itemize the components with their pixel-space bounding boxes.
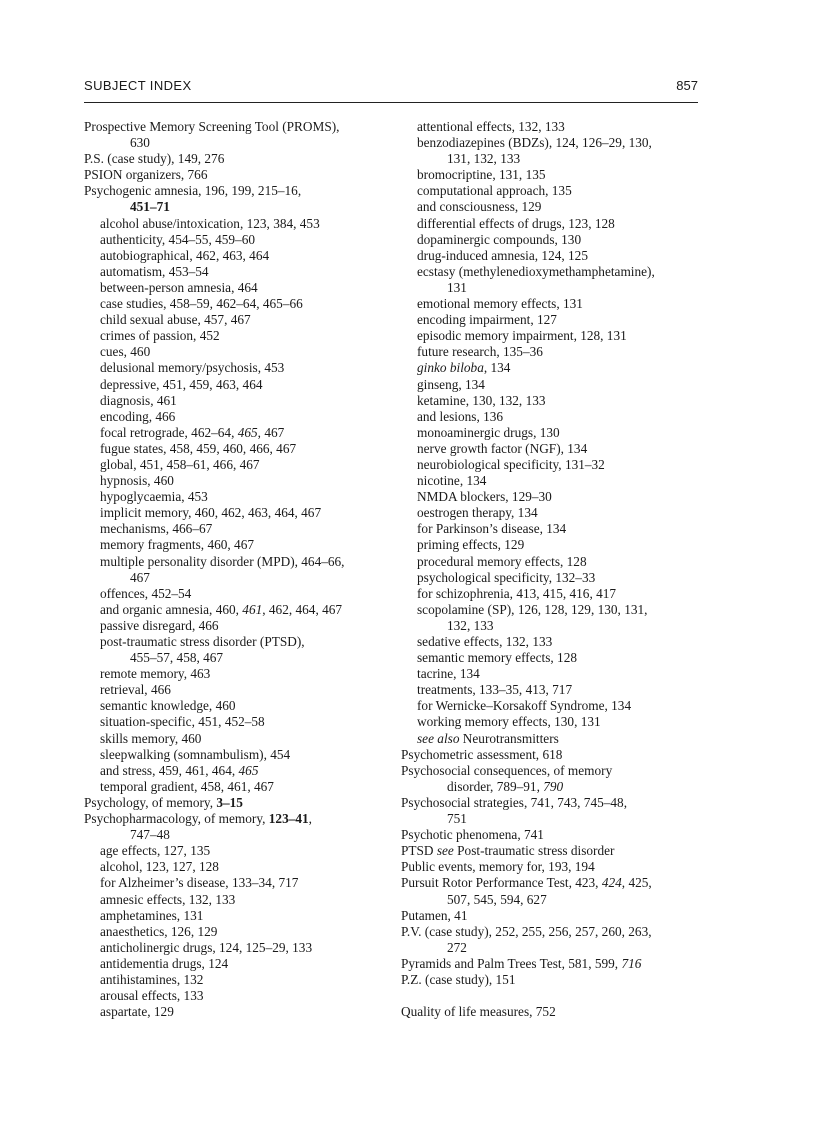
index-subentry: future research, 135–36	[417, 344, 543, 360]
index-subentry: benzodiazepines (BDZs), 124, 126–29, 130,	[417, 135, 652, 151]
index-entry: P.Z. (case study), 151	[401, 971, 516, 987]
index-subentry: drug-induced amnesia, 124, 125	[417, 247, 588, 263]
index-entry-continuation: 451–71	[130, 199, 170, 215]
running-header	[84, 78, 698, 103]
index-subentry: delusional memory/psychosis, 453	[100, 360, 285, 376]
index-subentry: episodic memory impairment, 128, 131	[417, 328, 627, 344]
index-subentry: procedural memory effects, 128	[417, 553, 587, 569]
index-subentry: semantic memory effects, 128	[417, 650, 578, 666]
index-entry-continuation: disorder, 789–91, 790	[447, 778, 564, 794]
index-entry: Psychotic phenomena, 741	[401, 827, 544, 843]
index-subentry: global, 451, 458–61, 466, 467	[100, 456, 260, 472]
index-entry: Psychopharmacology, of memory, 123–41,	[84, 811, 312, 827]
index-subentry: memory fragments, 460, 467	[100, 537, 254, 553]
index-entry-continuation: 751	[447, 811, 467, 827]
index-subentry: crimes of passion, 452	[100, 328, 220, 344]
index-subentry: automatism, 453–54	[100, 263, 209, 279]
index-subentry: remote memory, 463	[100, 666, 211, 682]
index-subentry: alcohol abuse/intoxication, 123, 384, 453	[100, 215, 320, 231]
index-subentry: between-person amnesia, 464	[100, 279, 258, 295]
index-entry: Prospective Memory Screening Tool (PROMS),	[84, 119, 340, 134]
index-subentry: temporal gradient, 458, 461, 467	[100, 778, 274, 794]
page-number: 857	[676, 78, 698, 93]
index-subentry: priming effects, 129	[417, 537, 525, 553]
index-subentry: and consciousness, 129	[417, 199, 542, 215]
index-subentry: arousal effects, 133	[100, 988, 204, 1004]
index-entry-continuation: 747–48	[130, 827, 170, 843]
index-subentry: antihistamines, 132	[100, 971, 204, 987]
index-subentry: antidementia drugs, 124	[100, 955, 229, 971]
index-column-left	[84, 119, 389, 1020]
index-subentry: authenticity, 454–55, 459–60	[100, 231, 255, 247]
index-entry-continuation: 630	[130, 135, 150, 151]
index-subentry: encoding, 466	[100, 408, 176, 424]
index-entry-continuation: 131	[447, 279, 467, 295]
index-gap	[401, 988, 701, 1004]
index-subentry: situation-specific, 451, 452–58	[100, 714, 265, 730]
index-subentry: offences, 452–54	[100, 585, 192, 601]
index-subentry: case studies, 458–59, 462–64, 465–66	[100, 296, 303, 312]
index-subentry: oestrogen therapy, 134	[417, 505, 538, 521]
index-subentry: emotional memory effects, 131	[417, 296, 583, 312]
index-entry: Psychogenic amnesia, 196, 199, 215–16,	[84, 183, 302, 199]
index-subentry: sleepwalking (somnambulism), 454	[100, 746, 291, 762]
index-subentry: nerve growth factor (NGF), 134	[417, 440, 588, 456]
index-subentry: diagnosis, 461	[100, 392, 177, 408]
index-subentry: psychological specificity, 132–33	[417, 569, 596, 585]
index-subentry: depressive, 451, 459, 463, 464	[100, 376, 263, 392]
index-subentry: for Parkinson’s disease, 134	[417, 521, 567, 537]
index-subentry: implicit memory, 460, 462, 463, 464, 467	[100, 505, 322, 521]
index-subentry: alcohol, 123, 127, 128	[100, 859, 219, 875]
index-subentry: ginko biloba, 134	[417, 360, 511, 376]
index-entry: Pursuit Rotor Performance Test, 423, 424, 425,	[401, 875, 652, 891]
index-entry-continuation: 467	[130, 569, 150, 585]
index-entry: P.S. (case study), 149, 276	[84, 151, 225, 167]
index-subentry: post-traumatic stress disorder (PTSD),	[100, 634, 305, 649]
index-subentry: anaesthetics, 126, 129	[100, 923, 218, 939]
index-subentry: focal retrograde, 462–64, 465, 467	[100, 424, 285, 440]
index-subentry: computational approach, 135	[417, 183, 572, 199]
index-entry: PSION organizers, 766	[84, 167, 208, 183]
index-subentry: nicotine, 134	[417, 473, 487, 489]
index-entry: Psychosocial strategies, 741, 743, 745–48,	[401, 794, 628, 810]
index-subentry: bromocriptine, 131, 135	[417, 167, 546, 183]
index-subentry: and organic amnesia, 460, 461, 462, 464, 467	[100, 601, 343, 617]
index-subentry: ketamine, 130, 132, 133	[417, 392, 546, 408]
index-subentry: cues, 460	[100, 344, 151, 360]
index-entry: Psychology, of memory, 3–15	[84, 794, 243, 810]
index-subentry: child sexual abuse, 457, 467	[100, 312, 251, 328]
index-subentry: retrieval, 466	[100, 682, 171, 698]
index-entry-continuation: 132, 133	[447, 617, 494, 633]
index-subentry: passive disregard, 466	[100, 617, 219, 633]
index-subentry: autobiographical, 462, 463, 464	[100, 247, 270, 263]
index-subentry: ecstasy (methylenedioxymethamphetamine),	[417, 263, 655, 279]
index-subentry: hypnosis, 460	[100, 473, 174, 489]
index-subentry: age effects, 127, 135	[100, 843, 211, 859]
index-subentry: mechanisms, 466–67	[100, 521, 213, 537]
index-subentry: semantic knowledge, 460	[100, 698, 236, 714]
index-subentry: dopaminergic compounds, 130	[417, 231, 582, 247]
index-entry: PTSD see Post-traumatic stress disorder	[401, 843, 615, 859]
index-entry: Public events, memory for, 193, 194	[401, 859, 595, 875]
index-subentry: aspartate, 129	[100, 1004, 174, 1020]
index-subentry: amphetamines, 131	[100, 907, 204, 923]
index-subentry: encoding impairment, 127	[417, 312, 557, 328]
index-entry: P.V. (case study), 252, 255, 256, 257, 260, 263,	[401, 923, 652, 939]
index-subentry: differential effects of drugs, 123, 128	[417, 215, 615, 231]
index-subentry: tacrine, 134	[417, 666, 480, 682]
index-subentry: amnesic effects, 132, 133	[100, 891, 236, 907]
index-subentry: neurobiological specificity, 131–32	[417, 456, 605, 472]
index-entry-continuation: 507, 545, 594, 627	[447, 891, 547, 907]
index-subentry: for schizophrenia, 413, 415, 416, 417	[417, 585, 617, 601]
index-subentry: for Alzheimer’s disease, 133–34, 717	[100, 875, 299, 891]
index-entry: Pyramids and Palm Trees Test, 581, 599, 716	[401, 955, 642, 971]
index-subentry: multiple personality disorder (MPD), 464–66,	[100, 553, 345, 569]
index-subentry: fugue states, 458, 459, 460, 466, 467	[100, 440, 297, 456]
index-column-right	[401, 119, 701, 1020]
index-subentry: attentional effects, 132, 133	[417, 119, 565, 134]
index-subentry: anticholinergic drugs, 124, 125–29, 133	[100, 939, 313, 955]
index-subentry: see also Neurotransmitters	[417, 730, 559, 746]
index-entry-continuation: 455–57, 458, 467	[130, 650, 224, 666]
header-title: SUBJECT INDEX	[84, 78, 192, 93]
index-subentry: monoaminergic drugs, 130	[417, 424, 560, 440]
index-subentry: scopolamine (SP), 126, 128, 129, 130, 131,	[417, 601, 648, 617]
index-entry-continuation: 131, 132, 133	[447, 151, 521, 167]
index-entry: Putamen, 41	[401, 907, 468, 923]
index-subentry: skills memory, 460	[100, 730, 202, 746]
index-subentry: sedative effects, 132, 133	[417, 634, 553, 649]
index-subentry: working memory effects, 130, 131	[417, 714, 601, 730]
index-subentry: for Wernicke–Korsakoff Syndrome, 134	[417, 698, 632, 714]
index-subentry: treatments, 133–35, 413, 717	[417, 682, 573, 698]
index-entry: Psychometric assessment, 618	[401, 746, 563, 762]
index-subentry: hypoglycaemia, 453	[100, 489, 208, 505]
index-subentry: ginseng, 134	[417, 376, 485, 392]
index-entry-continuation: 272	[447, 939, 467, 955]
index-entry: Quality of life measures, 752	[401, 1004, 556, 1020]
index-subentry: and lesions, 136	[417, 408, 504, 424]
index-entry: Psychosocial consequences, of memory	[401, 762, 613, 778]
index-subentry: and stress, 459, 461, 464, 465	[100, 762, 259, 778]
index-subentry: NMDA blockers, 129–30	[417, 489, 552, 505]
